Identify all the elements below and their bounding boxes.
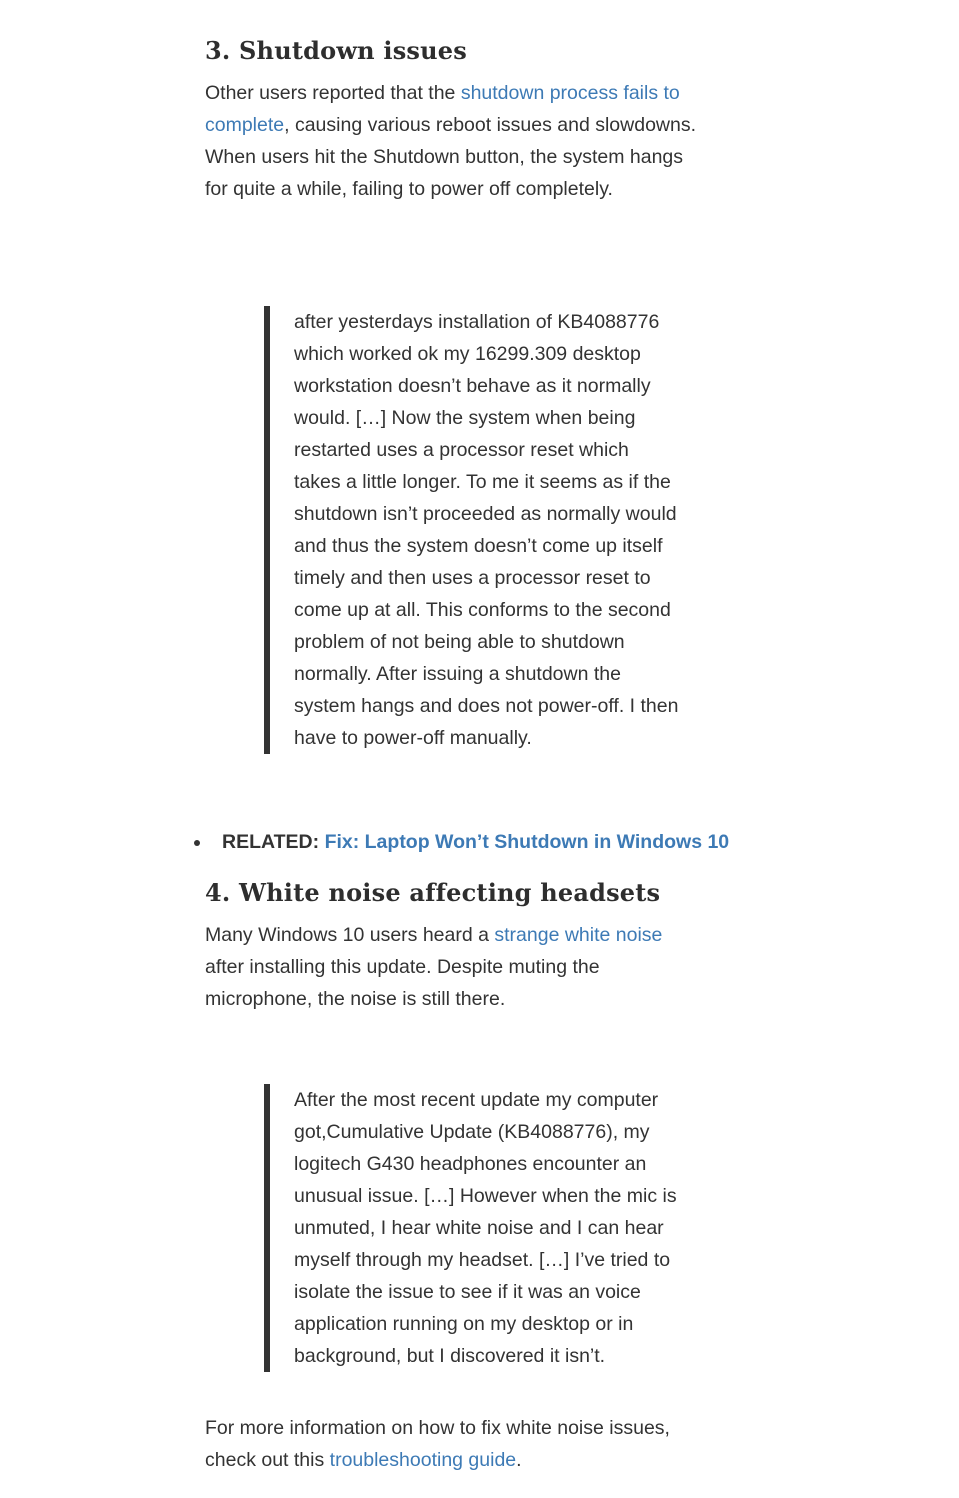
- section-paragraph-shutdown: [205, 77, 705, 205]
- paragraph-text: after installing this update. Despite muting the microphone, the noise is still there.: [205, 956, 600, 1010]
- shutdown-process-link[interactable]: shutdown process fails to complete: [205, 82, 680, 136]
- quote-text: after yesterdays installation of KB4088776 which worked ok my 16299.309 desktop workstation doesn’t behave as it normally would. […] Now the system when being restarted uses a processor reset which takes a little longer. To me it seems as if the shutdown isn’t proceeded as normally would and thus the system doesn’t come up itself timely and then uses a processor reset to come up at all. This conforms to the second problem of not being able to shutdown normally. After issuing a shutdown the system hangs and does not power-off. I then have to power-off manually.: [294, 311, 679, 749]
- paragraph-text: Many Windows 10 users heard a: [205, 924, 495, 946]
- section-paragraph-more-info: [205, 1412, 705, 1476]
- paragraph-text: Other users reported that the: [205, 82, 461, 104]
- quote-text: After the most recent update my computer got,Cumulative Update (KB4088776), my logitech G430 headphones encounter an unusual issue. […] However when the mic is unmuted, I hear white noise and I can hear myself through my headset. […] I’ve tried to isolate the issue to see if it was an voice application running on my desktop or in background, but I discovered it isn’t.: [294, 1089, 677, 1367]
- related-list-item: [194, 826, 754, 858]
- related-article-link[interactable]: Fix: Laptop Won’t Shutdown in Windows 10: [324, 831, 730, 853]
- troubleshooting-guide-link[interactable]: troubleshooting guide: [329, 1449, 517, 1471]
- paragraph-text: , causing various reboot issues and slowdowns. When users hit the Shutdown button, the system hangs for quite a while, failing to power off completely.: [205, 114, 697, 200]
- section-paragraph-white-noise: [205, 919, 705, 1015]
- paragraph-text: For more information on how to fix white noise issues, check out this: [205, 1417, 670, 1471]
- user-quote-white-noise: [264, 1084, 679, 1372]
- paragraph-text: .: [516, 1449, 522, 1471]
- related-label: RELATED:: [222, 831, 320, 853]
- related-list: [194, 826, 754, 858]
- bullet-icon: [194, 840, 200, 846]
- section-heading-shutdown-issues: 3. Shutdown issues: [205, 36, 467, 65]
- user-quote-shutdown: [264, 306, 679, 754]
- strange-white-noise-link[interactable]: strange white noise: [494, 924, 663, 946]
- section-heading-white-noise: 4. White noise affecting headsets: [205, 878, 661, 907]
